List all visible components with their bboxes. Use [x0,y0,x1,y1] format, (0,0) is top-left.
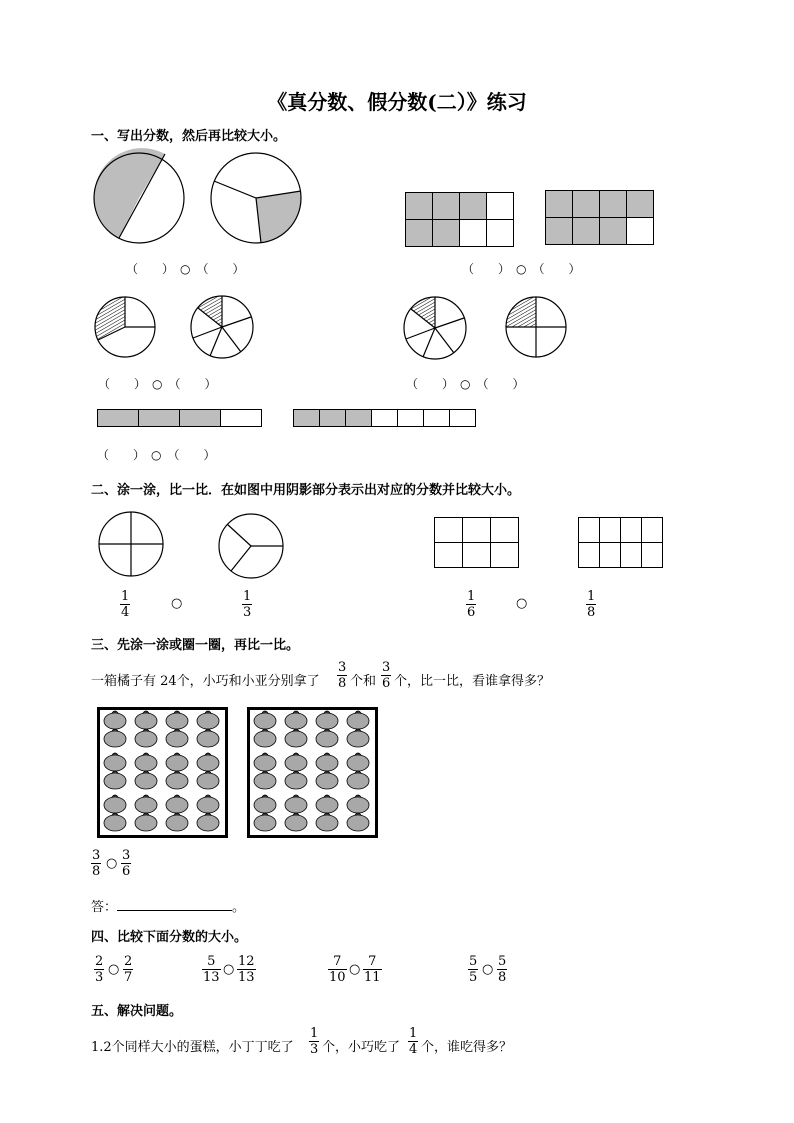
fraction: 12 13 [238,954,255,985]
orange-icon [254,797,276,813]
orange-icon [316,713,338,729]
orange-icon [135,815,157,831]
fraction: 1 8 [587,589,596,620]
grid-cell [487,220,514,247]
pie-quarters-right [505,296,567,358]
orange-icon [254,713,276,729]
question-part: 个，小巧吃了 [322,1040,401,1055]
answer-end: 。 [232,900,246,915]
orange-icon [285,797,307,813]
compare-circle[interactable]: ○ [223,962,235,977]
fraction: 5 5 [469,954,478,985]
answer-blank-pair[interactable]: （ ） ○ （ ） [126,262,245,276]
fraction: 3 6 [122,848,131,879]
section-4-heading: 四、比较下面分数的大小。 [91,930,248,945]
orange-icon [104,731,126,747]
answer-blank-pair[interactable]: （ ） ○ （ ） [462,262,581,276]
orange-icon [166,815,188,831]
compare-circle[interactable]: ○ [482,962,494,977]
orange-icon [135,713,157,729]
fraction: 5 13 [203,954,220,985]
grid-cell [460,220,487,247]
circle-thirds-blank [217,512,285,580]
orange-icon [104,815,126,831]
orange-icon [197,755,219,771]
fraction: 1 3 [310,1026,319,1057]
grid-5x2-left [405,192,515,247]
orange-icon [104,713,126,729]
grid-cell [433,193,460,220]
orange-box-right [247,707,378,838]
orange-icon [316,755,338,771]
circle-quarters-blank [97,510,165,578]
grid-cell [398,410,424,427]
orange-icon [316,773,338,789]
answer-label: 答： [91,900,118,915]
section-2-heading: 二、涂一涂，比一比．在如图中用阴影部分表示出对应的分数并比较大小。 [91,483,521,498]
orange-icon [316,797,338,813]
grid-cell [573,191,600,218]
fraction: 7 11 [364,954,381,985]
grid-3x2-blank [434,517,520,569]
answer-blank-pair[interactable]: （ ） ○ （ ） [406,377,525,391]
grid-cell [573,218,600,245]
grid-cell [294,410,320,427]
orange-icon [347,797,369,813]
compare-circle[interactable]: ○ [349,962,361,977]
orange-icon [135,797,157,813]
fraction: 3 8 [338,660,347,691]
orange-icon [285,731,307,747]
grid-cell [546,191,573,218]
orange-icon [316,815,338,831]
fraction: 3 6 [382,660,391,691]
orange-icon [347,755,369,771]
orange-icon [347,773,369,789]
grid-cell [424,410,450,427]
question-part: 一箱橘子有 24个，小巧和小亚分别拿了 [91,674,320,689]
orange-icon [254,755,276,771]
question-part: 1.2个同样大小的蛋糕，小丁丁吃了 [91,1040,294,1055]
orange-icon [254,731,276,747]
orange-icon [316,731,338,747]
grid-5x2-right [545,190,655,245]
orange-icon [197,797,219,813]
orange-icon [254,815,276,831]
answer-row [91,896,245,915]
orange-icon [285,815,307,831]
grid-4x2-blank [578,517,664,569]
grid-cell [627,218,654,245]
grid-cell [406,220,433,247]
orange-icon [347,731,369,747]
compare-circle[interactable]: ○ [106,856,118,871]
section-5-heading: 五、解决问题。 [91,1004,183,1019]
fraction: 1 4 [121,589,130,620]
orange-icon [285,755,307,771]
fraction: 5 8 [498,954,507,985]
pie-sixths-left [190,295,254,359]
orange-icon [135,731,157,747]
question-part: 个和 [350,674,377,689]
grid-cell [406,193,433,220]
orange-box-left [97,707,228,838]
answer-blank-pair[interactable]: （ ） ○ （ ） [98,377,217,391]
page-title: 《真分数、假分数(二）》练习 [267,90,527,114]
grid-cell [320,410,346,427]
compare-circle[interactable]: ○ [108,962,120,977]
orange-icon [166,755,188,771]
grid-cell [600,191,627,218]
fraction: 7 10 [329,954,346,985]
orange-icon [135,755,157,771]
circle-thirds-one-shaded [209,151,303,245]
orange-icon [104,797,126,813]
orange-icon [347,815,369,831]
grid-cell [460,193,487,220]
orange-icon [285,773,307,789]
question-part: 个，比一比，看谁拿得多？ [394,674,551,689]
bar-sevenths [293,409,477,427]
grid-cell [433,220,460,247]
fraction: 1 4 [409,1026,418,1057]
grid-cell [346,410,372,427]
question-part: 个，谁吃得多？ [421,1040,513,1055]
fraction: 1 3 [243,589,252,620]
fraction: 3 8 [92,848,101,879]
orange-icon [197,815,219,831]
pie-sixths-right [403,296,467,360]
compare-circle[interactable]: ○ [171,596,183,611]
answer-input-line[interactable] [117,898,232,911]
grid-cell [487,193,514,220]
orange-icon [135,773,157,789]
grid-cell [372,410,398,427]
circle-half-shaded [92,151,186,245]
fraction: 2 3 [95,954,104,985]
orange-icon [166,713,188,729]
answer-blank-pair[interactable]: （ ） ○ （ ） [97,448,216,462]
fraction: 2 7 [124,954,133,985]
compare-circle[interactable]: ○ [516,596,528,611]
orange-icon [197,731,219,747]
section-3-heading: 三、先涂一涂或圈一圈，再比一比。 [91,638,300,653]
orange-icon [166,797,188,813]
grid-cell [627,191,654,218]
orange-icon [285,713,307,729]
orange-icon [166,773,188,789]
bar-quarters [97,409,263,427]
grid-cell [546,218,573,245]
orange-icon [347,713,369,729]
orange-icon [104,773,126,789]
pie-fifths-left [94,296,156,358]
orange-icon [254,773,276,789]
orange-icon [197,773,219,789]
orange-icon [197,713,219,729]
section-1-heading: 一、写出分数，然后再比较大小。 [91,129,287,144]
orange-icon [166,731,188,747]
orange-icon [104,755,126,771]
fraction: 1 6 [467,589,476,620]
grid-cell [450,410,476,427]
grid-cell [600,218,627,245]
